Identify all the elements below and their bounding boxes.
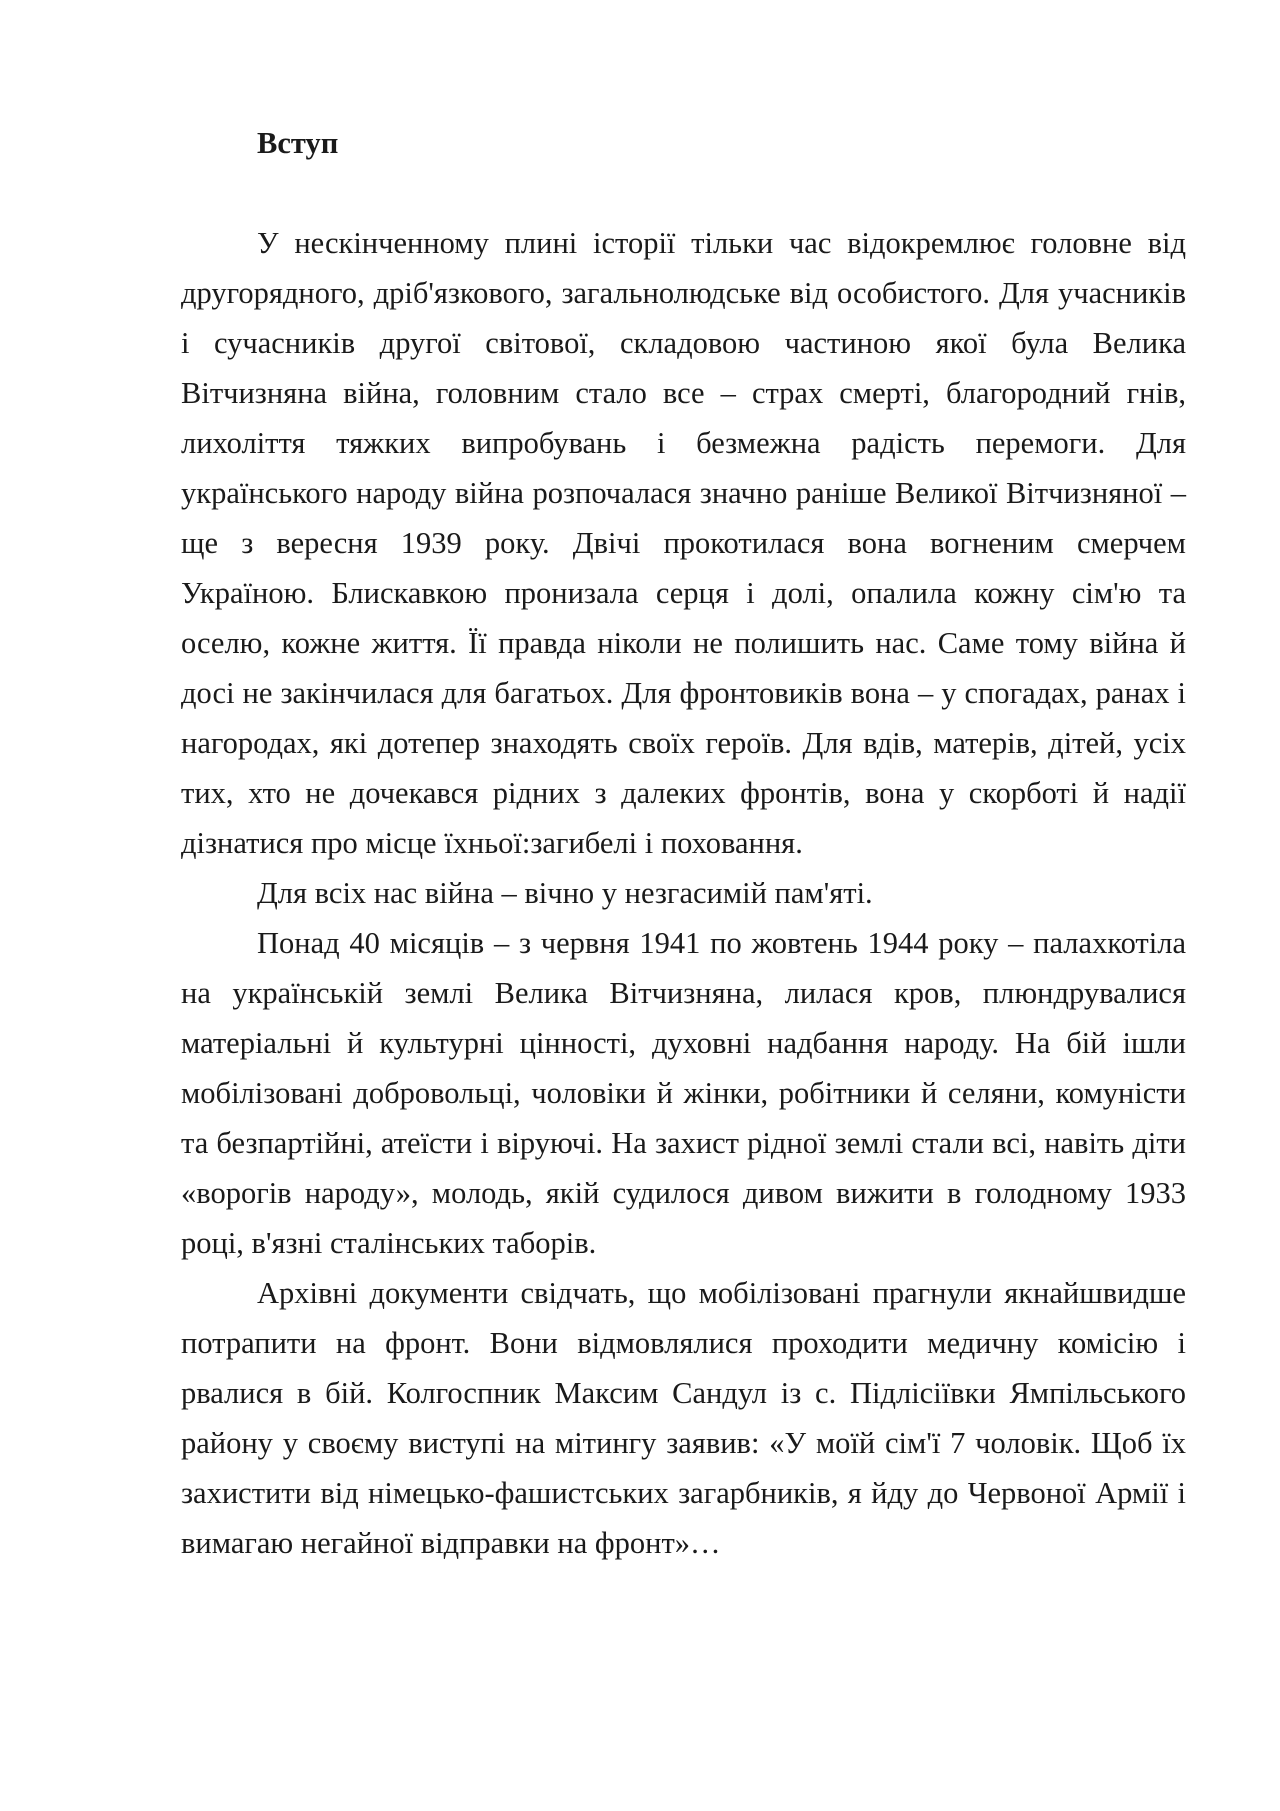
heading-spacer	[181, 168, 1186, 218]
document-body	[181, 118, 1186, 1568]
paragraph-2: Для всіх нас війна – вічно у незгасимій пам'яті.	[257, 876, 873, 910]
paragraph-1: У нескінченному плині історії тільки час відокремлює головне від другорядного, дріб'язкового, загальнолюдське від особистого. Для учасників і сучасників другої світової, складовою частиною якої була Велика Вітчизняна війна, головним стало все – страх смерті, благородний гнів, лихоліття тяжких випробувань і безмежна радість перемоги. Для українського народу війна розпочалася значно раніше Великої Вітчизняної – ще з вересня 1939 року. Двічі прокотилася вона вогненим смерчем Україною. Блискавкою пронизала серця і долі, опалила кожну сім'ю та оселю, кожне життя. Її правда ніколи не полишить нас. Саме тому війна й досі не закінчилася для багатьох. Для фронтовиків вона – у спогадах, ранах і нагородах, які дотепер знаходять своїх героїв. Для вдів, матерів, дітей, усіх тих, хто не дочекався рідних з далеких фронтів, вона у скорботі й надії дізнатися про місце їхньої:загибелі і поховання.	[181, 226, 1186, 860]
paragraph-4: Архівні документи свідчать, що мобілізовані прагнули якнайшвидше потрапити на фронт. Вони відмовлялися проходити медичну комісію і рвалися в бій. Колгоспник Максим Сандул із с. Підлісіївки Ямпільського району у своєму виступі на мітингу заявив: «У моїй сім'ї 7 чоловік. Щоб їх захистити від німецько-фашистських загарбників, я йду до Червоної Армії і вимагаю негайної відправки на фронт»…	[181, 1276, 1186, 1560]
section-heading: Вступ	[257, 126, 339, 160]
paragraph-3: Понад 40 місяців – з червня 1941 по жовтень 1944 року – палахкотіла на українській землі Велика Вітчизняна, лилася кров, плюндрувалися матеріальні й культурні цінності, духовні надбання народу. На бій ішли мобілізовані добровольці, чоловіки й жінки, робітники й селяни, комуністи та безпартійні, атеїсти і віруючі. На захист рідної землі стали всі, навіть діти «ворогів народу», молодь, якій судилося дивом вижити в голодному 1933 році, в'язні сталінських таборів.	[181, 926, 1186, 1260]
